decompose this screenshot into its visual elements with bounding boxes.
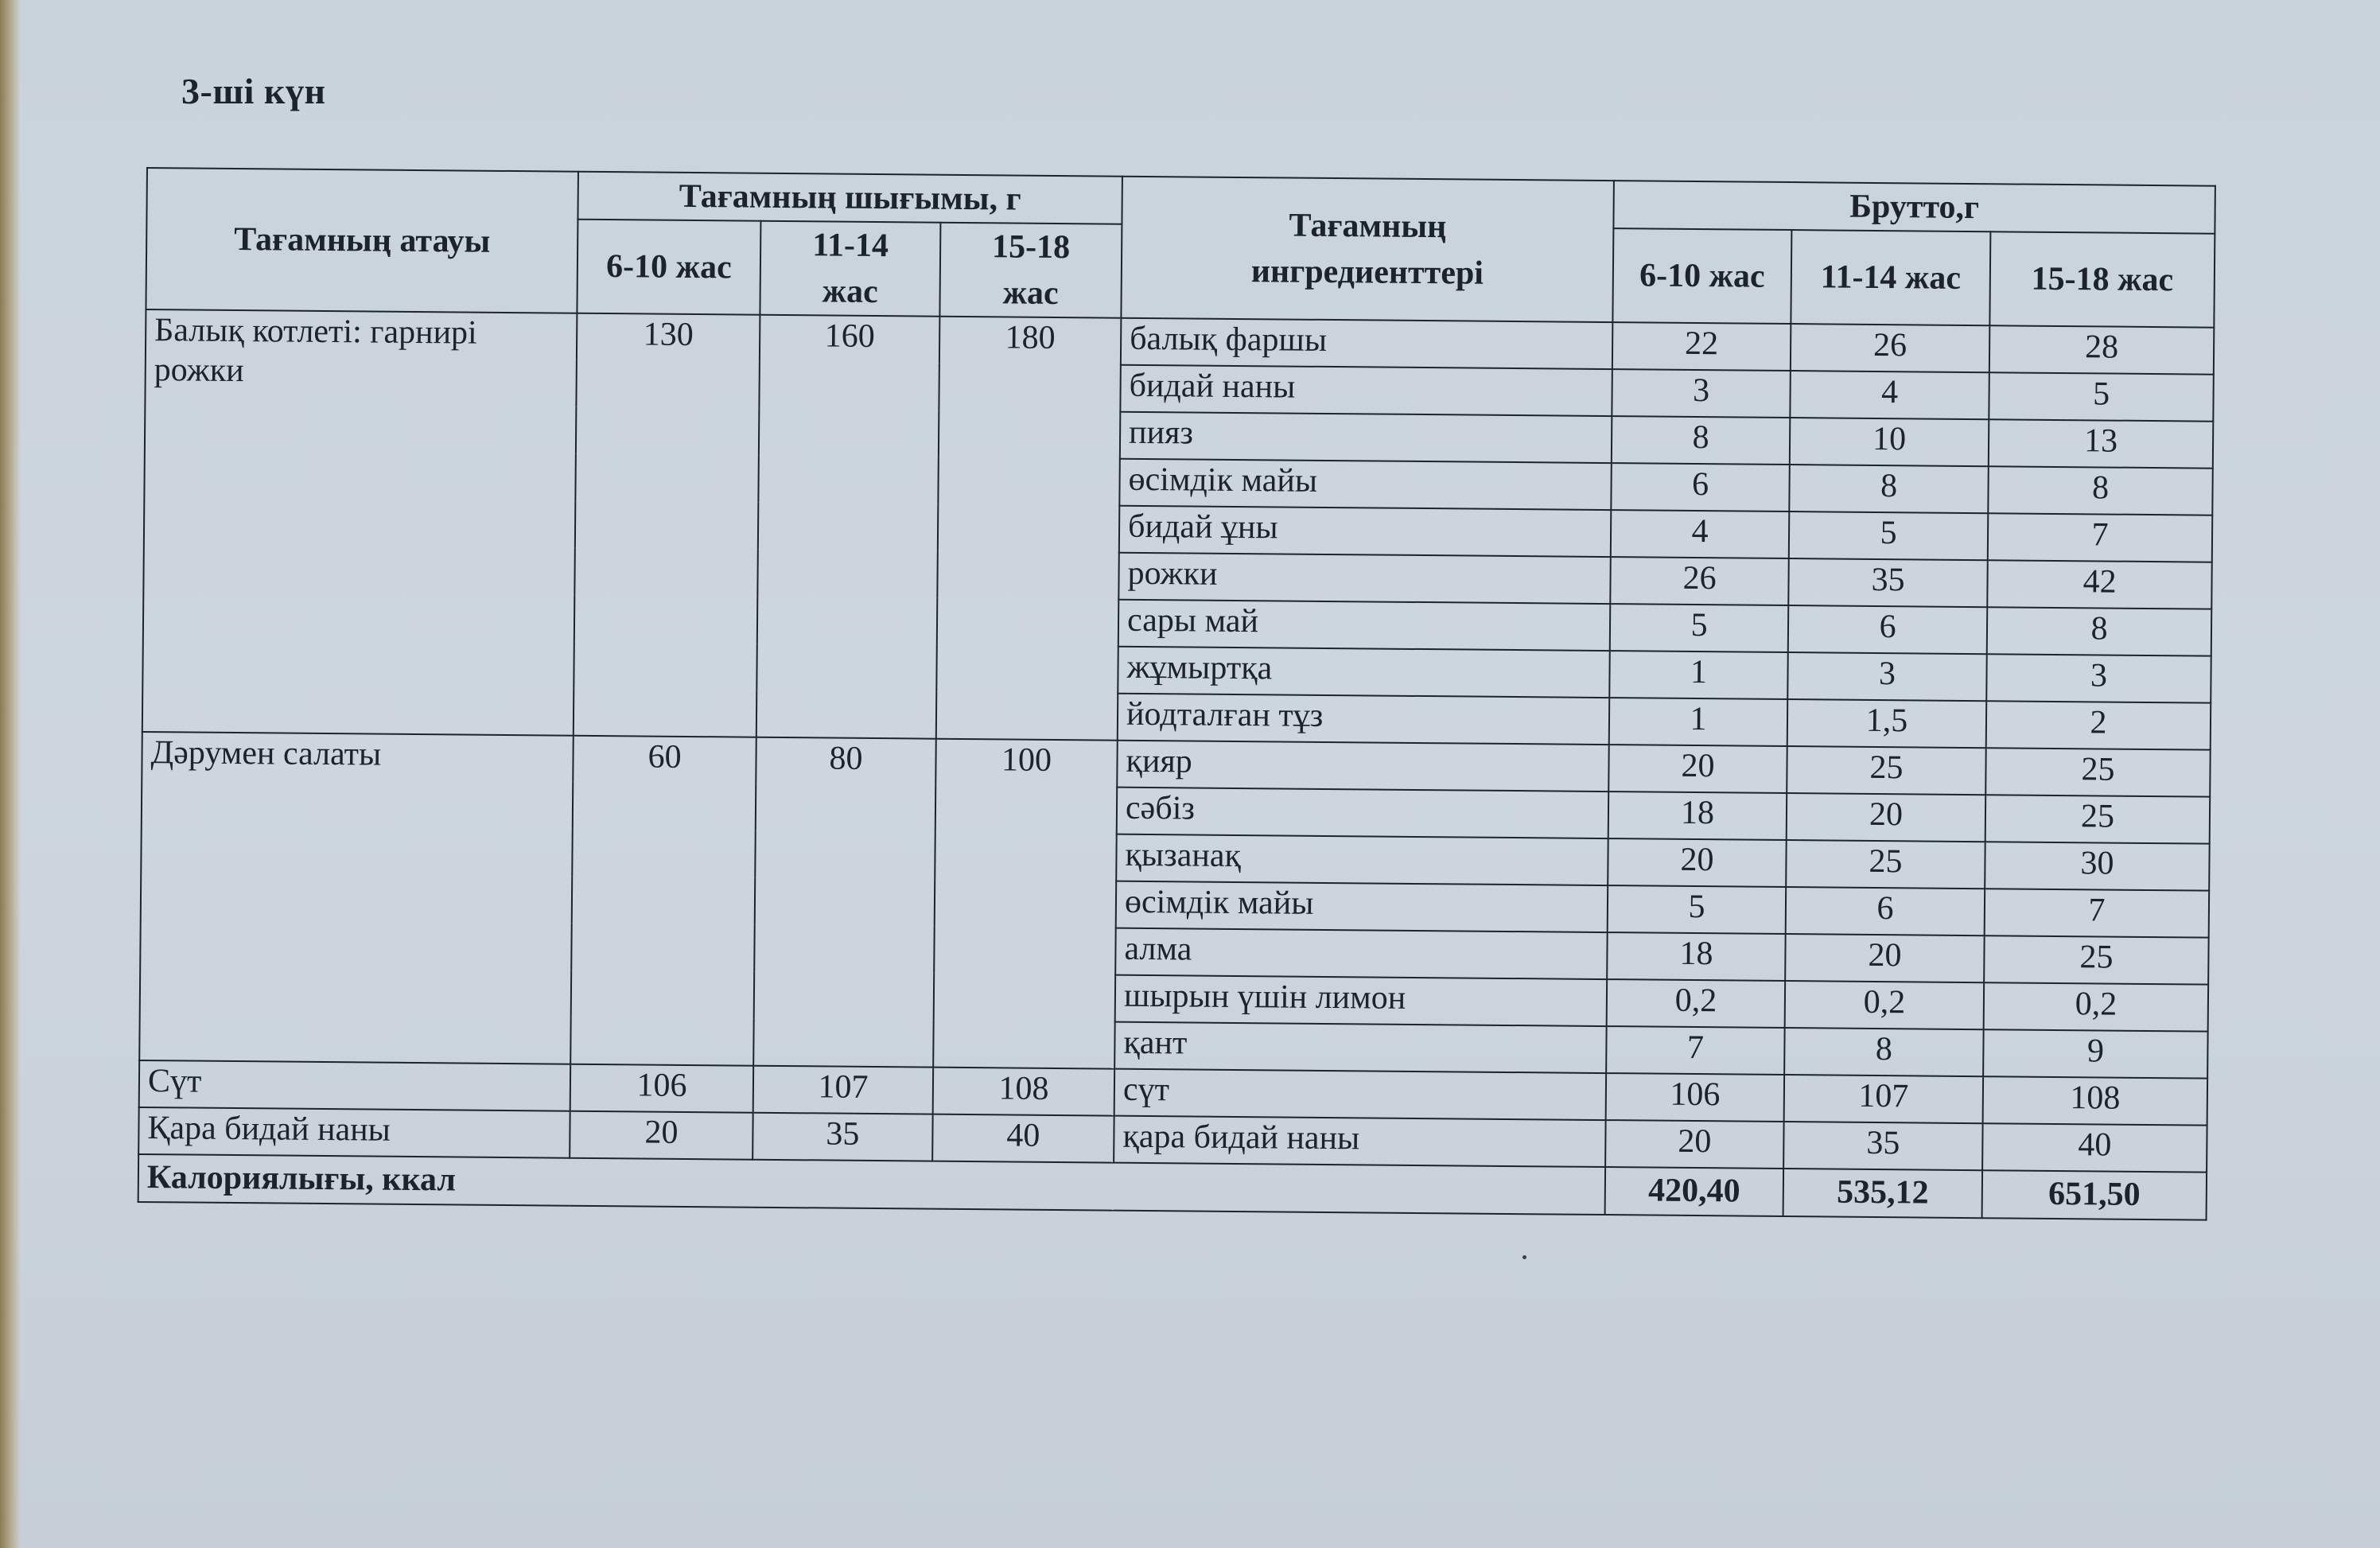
ingredient-gross: 30 bbox=[1985, 842, 2210, 890]
yield-header: Тағамның шығымы, г bbox=[578, 172, 1122, 224]
menu-table bbox=[138, 167, 2216, 1221]
ingredient-gross: 108 bbox=[1983, 1076, 2208, 1125]
ingredient-gross: 20 bbox=[1605, 1120, 1784, 1169]
ingredient-gross: 0,2 bbox=[1785, 981, 1985, 1029]
gross-age-header: 6-10 жас bbox=[1612, 228, 1791, 324]
ingredient-gross: 8 bbox=[1789, 465, 1989, 513]
ingredient-gross: 3 bbox=[1986, 654, 2211, 702]
dish-yield: 107 bbox=[753, 1066, 934, 1114]
ingredient-gross: 3 bbox=[1612, 369, 1791, 418]
ingredient-gross: 106 bbox=[1606, 1073, 1785, 1122]
ingredient-gross: 5 bbox=[1608, 885, 1787, 934]
ingredient-gross: 4 bbox=[1611, 510, 1790, 558]
ingredient-gross: 7 bbox=[1606, 1026, 1785, 1075]
dish-name: Дәрумен салаты bbox=[139, 732, 574, 1064]
ingredient-name: қызанақ bbox=[1116, 834, 1608, 885]
ingredient-gross: 40 bbox=[1982, 1123, 2207, 1172]
ingredient-name: сүт bbox=[1114, 1069, 1606, 1120]
total-value: 420,40 bbox=[1605, 1167, 1784, 1216]
ingredient-gross: 20 bbox=[1787, 793, 1986, 842]
dish-name-header: Тағамның атауы bbox=[146, 168, 578, 313]
ingredient-gross: 25 bbox=[1985, 795, 2211, 843]
ingredient-gross: 1 bbox=[1609, 698, 1788, 746]
dish-yield: 20 bbox=[570, 1111, 753, 1160]
dish-yield: 100 bbox=[933, 739, 1118, 1069]
ingredient-name: балық фаршы bbox=[1121, 318, 1612, 369]
ingredient-gross: 6 bbox=[1788, 605, 1988, 654]
ingredient-name: қант bbox=[1114, 1022, 1606, 1073]
ingredient-gross: 8 bbox=[1987, 607, 2212, 655]
dish-yield: 108 bbox=[933, 1068, 1115, 1116]
ingredient-gross: 10 bbox=[1790, 418, 1989, 466]
day-title: 3-ші күн bbox=[181, 71, 326, 111]
ingredients-header-label: Тағамның ингредиенттері bbox=[1250, 207, 1484, 292]
ingredient-name: бидай ұны bbox=[1119, 506, 1611, 557]
ingredient-gross: 8 bbox=[1784, 1028, 1984, 1076]
ingredient-gross: 25 bbox=[1985, 748, 2211, 796]
ingredient-gross: 20 bbox=[1785, 934, 1985, 982]
yield-age-header bbox=[939, 223, 1122, 318]
ingredient-gross: 25 bbox=[1786, 840, 1985, 889]
ingredient-name: қияр bbox=[1117, 741, 1608, 792]
ingredient-gross: 25 bbox=[1787, 746, 1986, 795]
dish-yield: 180 bbox=[936, 317, 1122, 741]
menu-sheet bbox=[138, 167, 2216, 1221]
paper-speck bbox=[1522, 1255, 1526, 1259]
gross-age-header: 15-18 жас bbox=[1989, 231, 2215, 327]
ingredients-header bbox=[1121, 177, 1614, 322]
ingredient-gross: 107 bbox=[1784, 1075, 1984, 1123]
ingredient-gross: 9 bbox=[1983, 1029, 2208, 1078]
dish-yield: 60 bbox=[570, 736, 756, 1066]
ingredient-name: алма bbox=[1115, 928, 1607, 979]
ingredient-gross: 8 bbox=[1612, 416, 1791, 465]
yield-age-header: 6-10 жас bbox=[577, 220, 760, 315]
dish-yield: 106 bbox=[570, 1064, 754, 1113]
total-value: 651,50 bbox=[1982, 1170, 2207, 1219]
ingredient-gross: 18 bbox=[1607, 932, 1786, 981]
dish-name: Сүт bbox=[139, 1060, 570, 1111]
yield-age-header bbox=[760, 221, 940, 317]
ingredient-gross: 0,2 bbox=[1984, 982, 2209, 1031]
ingredient-gross: 1,5 bbox=[1787, 699, 1987, 748]
ingredient-gross: 13 bbox=[1989, 419, 2214, 468]
ingredient-gross: 26 bbox=[1791, 324, 1990, 372]
menu-body bbox=[138, 309, 2214, 1173]
ingredient-gross: 5 bbox=[1789, 511, 1989, 560]
dish-yield: 80 bbox=[753, 737, 936, 1068]
dish-yield: 160 bbox=[756, 315, 940, 739]
dish-name: Балық котлеті: гарнирі рожки bbox=[142, 309, 578, 736]
ingredient-gross: 6 bbox=[1611, 463, 1790, 511]
ingredient-name: сәбіз bbox=[1117, 788, 1608, 838]
gross-age-header: 11-14 жас bbox=[1791, 230, 1990, 325]
ingredient-gross: 22 bbox=[1612, 322, 1791, 371]
ingredient-gross: 2 bbox=[1986, 701, 2211, 749]
ingredient-gross: 26 bbox=[1610, 557, 1789, 605]
ingredient-gross: 35 bbox=[1788, 558, 1988, 607]
ingredient-gross: 5 bbox=[1610, 604, 1789, 652]
ingredient-name: шырын үшін лимон bbox=[1115, 975, 1607, 1026]
ingredient-name: сары май bbox=[1118, 600, 1610, 651]
ingredient-gross: 35 bbox=[1783, 1122, 1983, 1170]
ingredient-gross: 42 bbox=[1987, 560, 2212, 609]
ingredient-name: рожки bbox=[1118, 553, 1610, 604]
dish-yield: 130 bbox=[574, 313, 760, 737]
gross-header: Брутто,г bbox=[1613, 181, 2215, 234]
page-edge bbox=[0, 0, 21, 1548]
dish-name: Қара бидай наны bbox=[138, 1107, 570, 1158]
ingredient-gross: 6 bbox=[1786, 887, 1985, 935]
ingredient-gross: 7 bbox=[1988, 513, 2213, 562]
ingredient-gross: 7 bbox=[1985, 889, 2210, 937]
yield-age-label: 11-14 жас bbox=[812, 227, 889, 311]
ingredient-name: бидай наны bbox=[1120, 365, 1612, 416]
total-label: Калориялығы, ккал bbox=[138, 1154, 1605, 1215]
total-value: 535,12 bbox=[1783, 1169, 1983, 1218]
ingredient-gross: 0,2 bbox=[1607, 979, 1786, 1028]
ingredient-gross: 8 bbox=[1988, 466, 2213, 515]
ingredient-gross: 20 bbox=[1608, 838, 1787, 887]
ingredient-gross: 3 bbox=[1787, 652, 1987, 701]
ingredient-gross: 1 bbox=[1609, 651, 1788, 699]
dish-yield: 40 bbox=[932, 1114, 1114, 1163]
ingredient-gross: 28 bbox=[1989, 325, 2215, 374]
ingredient-name: жұмыртқа bbox=[1118, 647, 1609, 698]
ingredient-gross: 20 bbox=[1608, 745, 1787, 793]
dish-yield: 35 bbox=[752, 1113, 933, 1161]
ingredient-gross: 4 bbox=[1790, 371, 1989, 419]
ingredient-name: қара бидай наны bbox=[1114, 1116, 1605, 1167]
ingredient-gross: 18 bbox=[1608, 792, 1787, 840]
ingredient-gross: 25 bbox=[1984, 935, 2209, 984]
ingredient-gross: 5 bbox=[1989, 372, 2214, 421]
ingredient-name: йодталған тұз bbox=[1118, 694, 1609, 745]
ingredient-name: өсімдік майы bbox=[1119, 459, 1611, 510]
ingredient-name: пияз bbox=[1120, 412, 1612, 463]
ingredient-name: өсімдік майы bbox=[1116, 881, 1608, 932]
yield-age-label: 15-18 жас bbox=[991, 228, 1071, 313]
